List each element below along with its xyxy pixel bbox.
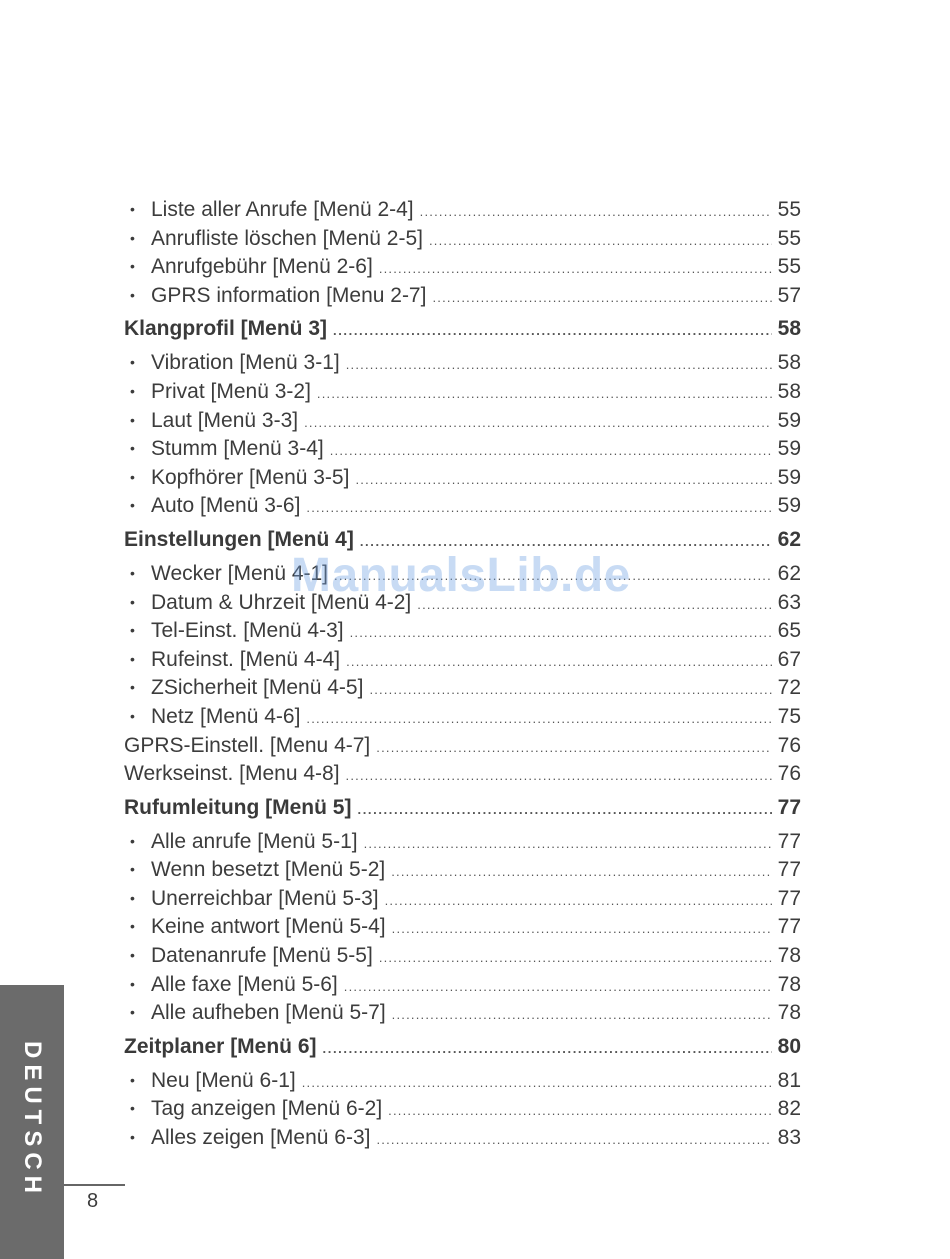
- toc-entry-page: 62: [777, 561, 801, 585]
- toc-entry: [124, 253, 801, 282]
- toc-entry-title: Anrufgebühr [Menü 2-6]: [151, 255, 373, 279]
- toc-entry: [124, 225, 801, 254]
- toc-section-heading: [124, 792, 801, 823]
- toc-entry-page: 81: [777, 1068, 801, 1092]
- bullet-icon: •: [130, 1071, 135, 1088]
- toc-entry-title: Laut [Menü 3-3]: [151, 408, 299, 432]
- toc-entry-page: 63: [777, 590, 801, 614]
- toc-entry: [124, 378, 801, 407]
- toc-entry-title: Alles zeigen [Menü 6-3]: [151, 1126, 371, 1150]
- bullet-icon: •: [130, 201, 135, 217]
- toc-entry: [124, 464, 801, 493]
- toc-entry-page: 77: [777, 829, 801, 853]
- dot-leader: [323, 1033, 772, 1064]
- toc-entry: [124, 760, 801, 789]
- toc-entry-title: Anrufliste löschen [Menü 2-5]: [151, 226, 423, 250]
- toc-entry-page: 80: [777, 1034, 801, 1058]
- bullet-icon: •: [130, 411, 135, 428]
- toc-entry-page: 58: [777, 317, 801, 341]
- toc-entry-title: Einstellungen [Menü 4]: [124, 527, 354, 551]
- toc-entry: [124, 196, 801, 225]
- toc-entry-page: 78: [777, 944, 801, 968]
- toc-entry-title: Neu [Menü 6-1]: [151, 1068, 296, 1092]
- toc-entry-title: Tag anzeigen [Menü 6-2]: [151, 1097, 383, 1121]
- toc-entry-page: 78: [777, 972, 801, 996]
- dot-leader: [317, 380, 772, 409]
- bullet-icon: •: [130, 440, 135, 457]
- toc-entry-title: Kopfhörer [Menü 3-5]: [151, 465, 350, 489]
- bullet-icon: •: [130, 258, 135, 275]
- toc-entry-page: 76: [777, 762, 801, 786]
- table-of-contents: [124, 196, 801, 1153]
- bullet-icon: •: [130, 1100, 135, 1117]
- bullet-icon: •: [130, 975, 135, 992]
- bullet-icon: •: [130, 564, 135, 581]
- dot-leader: [346, 648, 772, 677]
- dot-leader: [333, 315, 772, 346]
- toc-entry-title: Alle faxe [Menü 5-6]: [151, 972, 338, 996]
- dot-leader: [392, 1001, 772, 1030]
- toc-entry-page: 62: [777, 527, 801, 551]
- toc-entry: [124, 674, 801, 703]
- bullet-icon: •: [130, 593, 135, 610]
- bullet-icon: •: [130, 382, 135, 399]
- bullet-icon: •: [130, 1129, 135, 1146]
- toc-entry-title: GPRS-Einstell. [Menu 4-7]: [124, 733, 371, 757]
- dot-leader: [350, 619, 772, 648]
- toc-entry-title: Unerreichbar [Menü 5-3]: [151, 886, 379, 910]
- toc-entry-page: 58: [777, 379, 801, 403]
- toc-entry: [124, 282, 801, 311]
- page-number: 8: [87, 1190, 99, 1212]
- toc-entry: [124, 1067, 801, 1096]
- toc-entry-page: 65: [777, 619, 801, 643]
- toc-entry-title: Rufumleitung [Menü 5]: [124, 795, 352, 819]
- toc-entry-page: 55: [777, 226, 801, 250]
- dot-leader: [379, 944, 772, 973]
- dot-leader: [376, 1126, 771, 1155]
- toc-entry-page: 55: [777, 198, 801, 221]
- bullet-icon: •: [130, 354, 135, 371]
- toc-entry-page: 67: [777, 647, 801, 671]
- toc-entry-title: Zeitplaner [Menü 6]: [124, 1034, 317, 1058]
- watermark: ManualsLib.de: [291, 549, 631, 602]
- dot-leader: [369, 676, 771, 705]
- bullet-icon: •: [130, 861, 135, 878]
- toc-entry-page: 59: [777, 437, 801, 461]
- toc-entry-title: Alle anrufe [Menü 5-1]: [151, 829, 358, 853]
- toc-entry-title: Wecker [Menü 4-1]: [151, 561, 329, 585]
- toc-entry: [124, 435, 801, 464]
- dot-leader: [376, 734, 771, 763]
- toc-entry-page: 58: [777, 351, 801, 375]
- dot-leader: [385, 887, 772, 916]
- toc-entry-page: 59: [777, 465, 801, 489]
- toc-entry-page: 77: [777, 915, 801, 939]
- toc-entry: [124, 856, 801, 885]
- dot-leader: [344, 973, 772, 1002]
- dot-leader: [429, 227, 772, 256]
- toc-entry-page: 77: [777, 795, 801, 819]
- toc-entry: [124, 1124, 801, 1153]
- dot-leader: [392, 915, 772, 944]
- toc-entry-page: 75: [777, 704, 801, 728]
- toc-entry-title: Alle aufheben [Menü 5-7]: [151, 1001, 386, 1025]
- dot-leader: [306, 705, 771, 734]
- toc-entry-page: 77: [777, 886, 801, 910]
- toc-entry: [124, 617, 801, 646]
- bullet-icon: •: [130, 497, 135, 514]
- toc-section-heading: [124, 313, 801, 344]
- toc-entry: [124, 1095, 801, 1124]
- bullet-icon: •: [130, 918, 135, 935]
- toc-entry: [124, 646, 801, 675]
- toc-entry-title: Keine antwort [Menü 5-4]: [151, 915, 386, 939]
- dot-leader: [306, 494, 771, 523]
- toc-entry: [124, 407, 801, 436]
- toc-entry: [124, 885, 801, 914]
- dot-leader: [388, 1097, 771, 1126]
- dot-leader: [357, 794, 771, 825]
- bullet-icon: •: [130, 286, 135, 303]
- toc-entry-title: Liste aller Anrufe [Menü 2-4]: [151, 198, 414, 221]
- toc-entry-page: 59: [777, 408, 801, 432]
- toc-entry-page: 55: [777, 255, 801, 279]
- toc-entry-title: Auto [Menü 3-6]: [151, 494, 301, 518]
- bullet-icon: •: [130, 947, 135, 964]
- language-side-tab-label: DEUTSCH: [19, 1040, 46, 1200]
- toc-entry: [124, 828, 801, 857]
- toc-entry-title: Datum & Uhrzeit [Menü 4-2]: [151, 590, 412, 614]
- bullet-icon: •: [130, 679, 135, 696]
- toc-entry-page: 57: [777, 283, 801, 307]
- dot-leader: [420, 198, 772, 227]
- toc-entry: [124, 942, 801, 971]
- toc-entry: [124, 349, 801, 378]
- bullet-icon: •: [130, 889, 135, 906]
- dot-leader: [302, 1069, 772, 1098]
- toc-entry-title: Rufeinst. [Menü 4-4]: [151, 647, 341, 671]
- toc-entry: [124, 913, 801, 942]
- toc-section-heading: [124, 1031, 801, 1062]
- toc-entry-title: Stumm [Menü 3-4]: [151, 437, 324, 461]
- toc-entry-title: Klangprofil [Menü 3]: [124, 317, 327, 341]
- toc-entry-title: Tel-Einst. [Menü 4-3]: [151, 619, 344, 643]
- toc-entry-title: GPRS information [Menu 2-7]: [151, 283, 427, 307]
- toc-entry: [124, 732, 801, 761]
- bullet-icon: •: [130, 622, 135, 639]
- toc-entry-page: 82: [777, 1097, 801, 1121]
- toc-entry-title: Werkseinst. [Menu 4-8]: [124, 762, 340, 786]
- dot-leader: [330, 437, 772, 466]
- toc-entry-page: 76: [777, 733, 801, 757]
- dot-leader: [346, 762, 772, 791]
- toc-entry-page: 72: [777, 676, 801, 700]
- dot-leader: [432, 284, 771, 313]
- toc-entry-page: 59: [777, 494, 801, 518]
- toc-entry: [124, 492, 801, 521]
- toc-entry-title: Privat [Menü 3-2]: [151, 379, 311, 403]
- dot-leader: [355, 466, 771, 495]
- bullet-icon: •: [130, 1004, 135, 1021]
- toc-entry-page: 77: [777, 858, 801, 882]
- toc-entry: [124, 703, 801, 732]
- bullet-icon: •: [130, 468, 135, 485]
- dot-leader: [391, 858, 771, 887]
- toc-entry: [124, 999, 801, 1028]
- bullet-icon: •: [130, 832, 135, 849]
- bullet-icon: •: [130, 650, 135, 667]
- dot-leader: [379, 255, 772, 284]
- bullet-icon: •: [130, 707, 135, 724]
- dot-leader: [364, 830, 772, 859]
- dot-leader: [346, 351, 772, 380]
- bullet-icon: •: [130, 229, 135, 246]
- page-number-rule: [64, 1184, 125, 1186]
- toc-entry-title: Vibration [Menü 3-1]: [151, 351, 340, 375]
- toc-entry-title: Datenanrufe [Menü 5-5]: [151, 944, 373, 968]
- toc-entry-page: 78: [777, 1001, 801, 1025]
- dot-leader: [304, 409, 772, 438]
- toc-entry: [124, 971, 801, 1000]
- toc-entry-title: Netz [Menü 4-6]: [151, 704, 301, 728]
- toc-entry-title: Wenn besetzt [Menü 5-2]: [151, 858, 386, 882]
- toc-entry-page: 83: [777, 1126, 801, 1150]
- toc-entry-title: ZSicherheit [Menü 4-5]: [151, 676, 364, 700]
